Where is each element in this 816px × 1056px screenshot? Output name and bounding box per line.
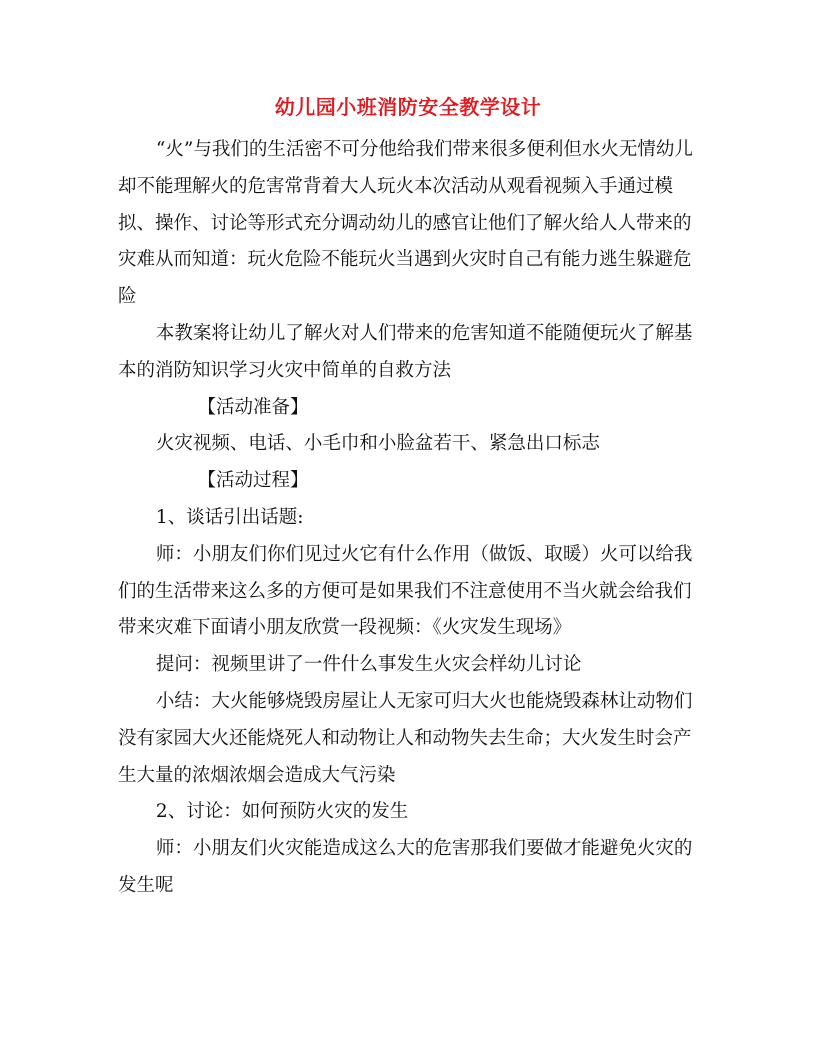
question-paragraph: 提问：视频里讲了一件什么事发生火灾会样幼儿讨论	[155, 654, 582, 676]
document-title: 幼儿园小班消防安全教学设计	[274, 95, 542, 119]
preparation-materials: 火灾视频、电话、小毛巾和小脸盆若干、紧急出口标志	[155, 433, 600, 455]
summary-paragraph: 小结：大火能够烧毁房屋让人无家可归大火也能烧毁森林让动物们没有家园大火还能烧死人和动物让人和动物失去生命；大火发生时会产生大量的浓烟浓烟会造成大气污染	[118, 690, 693, 786]
document-body	[118, 132, 698, 905]
step-2-heading: 2、讨论：如何预防火灾的发生	[155, 801, 409, 823]
teacher-dialogue-2: 师：小朋友们火灾能造成这么大的危害那我们要做才能避免火灾的发生呢	[118, 838, 693, 896]
section-heading-preparation: 【活动准备】	[197, 396, 309, 418]
step-1-heading: 1、谈话引出话题:	[155, 506, 304, 528]
teacher-dialogue-1: 师：小朋友们你们见过火它有什么作用（做饭、取暖）火可以给我们的生活带来这么多的方便可是如果我们不注意使用不当火就会给我们带来灾难下面请小朋友欣赏一段视频：《火灾发生现场》	[118, 543, 693, 639]
intro-paragraph: “火”与我们的生活密不可分他给我们带来很多便利但水火无情幼儿却不能理解火的危害常背着大人玩火本次活动从观看视频入手通过模拟、操作、讨论等形式充分调动幼儿的感官让他们了解火给人人带来的灾难从而知道：玩火危险不能玩火当遇到火灾时自己有能力逃生躲避危险	[118, 139, 693, 308]
section-heading-process: 【活动过程】	[197, 470, 309, 492]
objective-paragraph: 本教案将让幼儿了解火对人们带来的危害知道不能随便玩火了解基本的消防知识学习火灾中简单的自救方法	[118, 322, 693, 381]
